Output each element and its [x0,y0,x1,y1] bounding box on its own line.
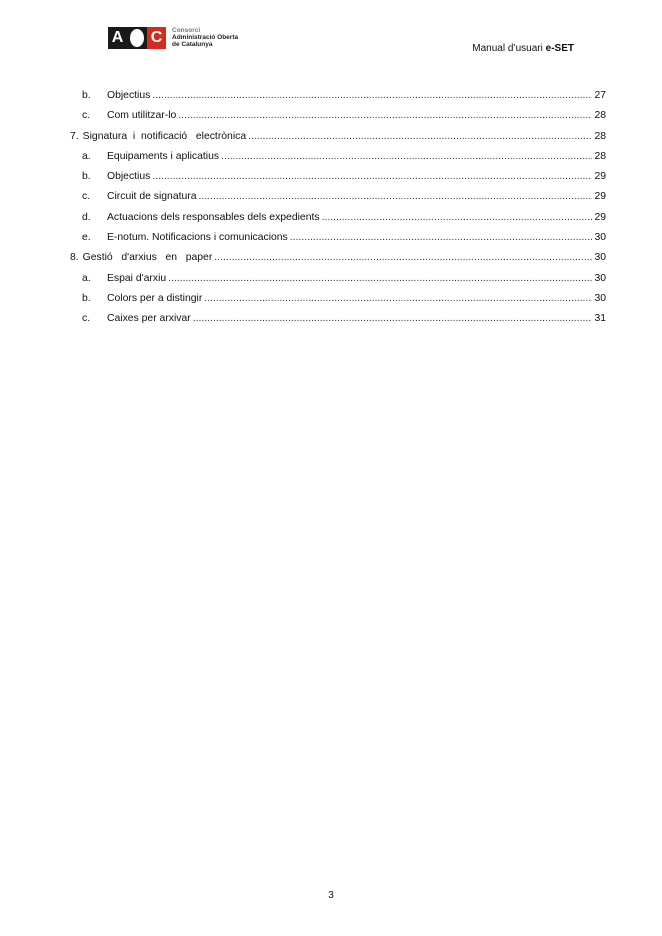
toc-section-number: 8. [70,252,79,264]
toc-entry-number: c. [82,110,91,122]
toc-dot-leader [322,210,593,226]
toc-entry-number: e. [82,232,91,244]
toc-entry-number: c. [82,313,91,325]
logo-letter-o [127,27,147,49]
logo-line-3: de Catalunya [172,41,213,48]
toc-entry-number: b. [82,171,91,183]
toc-dot-leader [168,271,592,287]
aoc-logo-mark [108,27,166,49]
toc-entry-number: a. [82,272,91,284]
toc-entry[interactable] [70,189,606,209]
aoc-logo [108,27,238,51]
toc-dot-leader [152,88,592,104]
toc-entry-number: b. [82,90,91,101]
toc-entry-page: 31 [594,313,606,325]
toc-entry-title: Espai d'arxiu [107,272,167,284]
toc-entry[interactable] [70,271,606,291]
toc-section-title: Signatura i notificació electrònica [82,130,247,142]
logo-text [172,27,238,48]
toc-entry[interactable] [70,149,606,169]
toc-entry-number: b. [82,292,91,304]
toc-entry[interactable] [70,291,606,311]
toc-entry-page: 30 [594,232,606,244]
toc-entry-title: Objectius [107,90,151,101]
toc-entry-title: E-notum. Notificacions i comunicacions [107,232,288,244]
toc-section[interactable] [70,250,606,270]
toc-entry-title: Circuit de signatura [107,191,197,203]
toc-dot-leader [152,169,592,185]
toc-entry[interactable] [70,169,606,189]
toc-entry-title: Equipaments i aplicatius [107,150,220,162]
logo-letter-c: C [147,27,166,49]
toc-dot-leader [214,250,592,266]
toc-section-title: Gestió d'arxius en paper [82,252,213,264]
page-number: 3 [328,890,334,901]
toc-entry[interactable] [70,108,606,128]
toc-entry-page: 29 [594,171,606,183]
toc-dot-leader [248,129,592,145]
logo-line-1: Consorci [172,27,201,34]
toc-section[interactable] [70,129,606,149]
toc-dot-leader [290,230,593,246]
toc-section-page: 28 [594,130,606,142]
logo-letter-a: A [108,27,127,49]
toc-entry-page: 28 [594,150,606,162]
toc-dot-leader [221,149,592,165]
toc-entry[interactable] [70,88,606,108]
toc-entry-number: a. [82,150,91,162]
toc-entry[interactable] [70,210,606,230]
toc-entry-page: 30 [594,292,606,304]
logo-line-2: Administració Oberta [172,34,239,41]
toc-section-number: 7. [70,130,79,142]
toc-entry-title: Actuacions dels responsables dels expedients [107,211,320,223]
toc-dot-leader [178,108,592,124]
toc-entry-title: Caixes per arxivar [107,313,191,325]
toc-entry-page: 27 [594,90,606,101]
table-of-contents [70,88,606,332]
toc-entry-page: 29 [594,211,606,223]
toc-entry-page: 30 [594,272,606,284]
toc-entry-number: d. [82,211,91,223]
toc-entry-title: Objectius [107,171,151,183]
toc-entry-page: 29 [594,191,606,203]
toc-entry[interactable] [70,230,606,250]
toc-section-page: 30 [594,252,606,264]
toc-entry-number: c. [82,191,91,203]
toc-dot-leader [204,291,592,307]
toc-dot-leader [193,311,593,327]
toc-entry-title: Com utilitzar-lo [107,110,177,122]
toc-entry-title: Colors per a distingir [107,292,203,304]
manual-title [472,43,574,54]
manual-product: e-SET [545,43,574,54]
toc-entry-page: 28 [594,110,606,122]
logo-o-shape [130,29,144,47]
toc-entry[interactable] [70,311,606,331]
manual-prefix: Manual d’usuari [472,43,543,54]
toc-dot-leader [199,189,593,205]
